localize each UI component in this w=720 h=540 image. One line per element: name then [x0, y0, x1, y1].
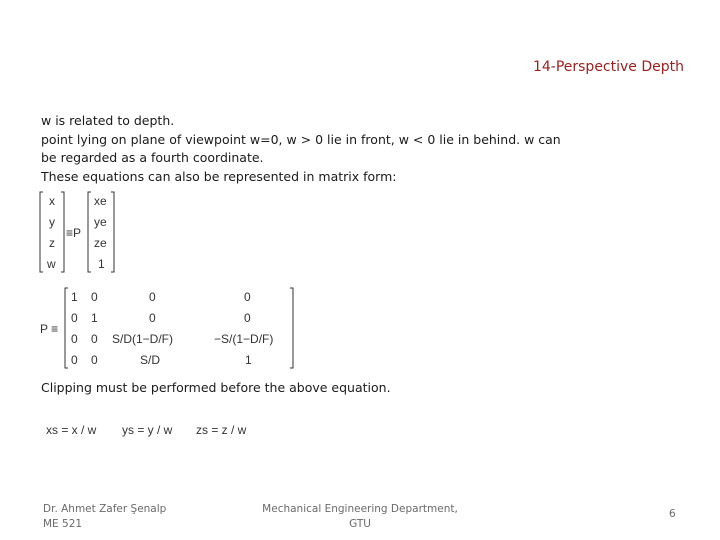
matrix-cell: 0: [71, 353, 78, 367]
vector-ze: ze: [94, 236, 107, 250]
course-code: ME 521: [43, 518, 83, 530]
vector-w: w: [47, 257, 56, 271]
text-line: point lying on plane of viewpoint w=0, w > 0 lie in front, w < 0 lie in behind. w can: [41, 131, 561, 147]
p-equiv-label: P ≡: [40, 322, 59, 336]
matrix-p: [38, 286, 300, 370]
matrix-cell: 1: [91, 311, 98, 325]
matrix-cell: 0: [91, 332, 98, 346]
matrix-cell: 0: [71, 332, 78, 346]
vector-equation: [38, 190, 128, 274]
author-name: Dr. Ahmet Zafer Şenalp: [43, 503, 167, 515]
ys-equation: ys = y / w: [122, 423, 173, 437]
text-line: These equations can also be represented in matrix form:: [41, 168, 397, 184]
slide-title: 14-Perspective Depth: [532, 59, 684, 75]
matrix-cell: S/D(1−D/F): [112, 332, 174, 346]
department-line: GTU: [349, 518, 371, 530]
matrix-cell: 0: [91, 290, 98, 304]
equiv-p: ≡P: [66, 226, 82, 240]
department-line: Mechanical Engineering Department,: [262, 503, 458, 515]
vector-x: x: [49, 194, 55, 208]
text-line: be regarded as a fourth coordinate.: [41, 150, 264, 165]
footer-department: [260, 502, 460, 532]
xs-equation: xs = x / w: [46, 423, 97, 437]
vector-y: y: [49, 215, 55, 229]
vector-xe: xe: [94, 194, 107, 208]
clipping-note: Clipping must be performed before the above equation.: [41, 380, 391, 395]
zs-equation: zs = z / w: [196, 423, 247, 437]
matrix-cell: S/D: [140, 353, 161, 367]
matrix-cell: −S/(1−D/F): [214, 332, 274, 346]
matrix-cell: 0: [149, 290, 156, 304]
matrix-cell: 1: [71, 290, 78, 304]
matrix-cell: 0: [149, 311, 156, 325]
matrix-cell: 1: [245, 353, 252, 367]
matrix-cell: 0: [244, 311, 251, 325]
vector-ye: ye: [94, 215, 107, 229]
vector-z: z: [49, 236, 55, 250]
footer-author: [43, 502, 166, 532]
matrix-cell: 0: [71, 311, 78, 325]
text-line: w is related to depth.: [41, 113, 175, 128]
screen-coordinate-equations: [44, 404, 274, 452]
vector-one: 1: [98, 257, 105, 271]
body-text: [41, 112, 601, 186]
page-number: 6: [669, 508, 676, 520]
matrix-cell: 0: [91, 353, 98, 367]
matrix-cell: 0: [244, 290, 251, 304]
